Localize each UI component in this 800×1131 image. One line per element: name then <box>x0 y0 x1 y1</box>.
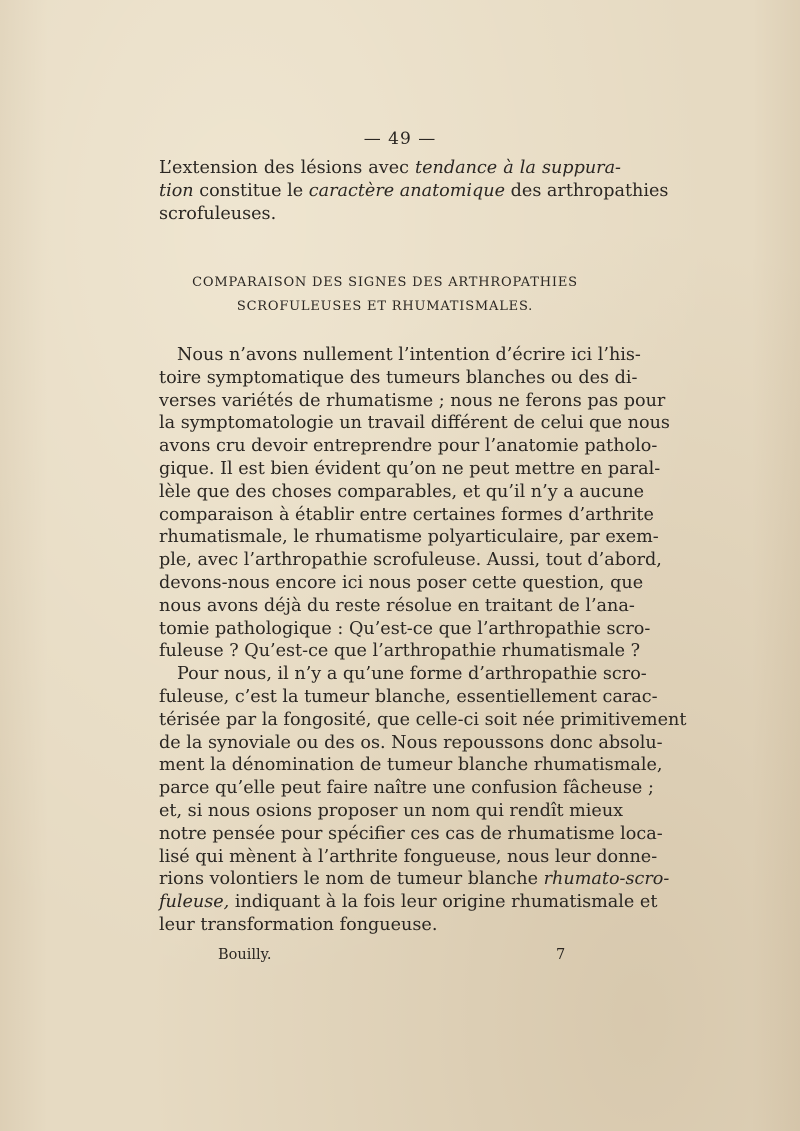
text-run: devons-nous encore ici nous poser cette question, que <box>159 572 644 593</box>
text-run: de la synoviale ou des os. Nous repoussons donc absolu- <box>159 732 663 753</box>
text-run: scrofuleuses. <box>159 203 277 224</box>
text-line <box>159 435 658 458</box>
text-run: tomie pathologique : Qu’est-ce que l’arthropathie scro- <box>159 618 651 639</box>
text-line <box>159 367 638 390</box>
sheet-number: 7 <box>556 947 566 963</box>
intro-paragraph <box>159 157 669 225</box>
text-line <box>159 526 659 549</box>
text-line <box>159 663 647 686</box>
italic-text: rhumato-scro- <box>543 869 670 890</box>
text-line <box>159 595 635 618</box>
text-run: comparaison à établir entre certaines formes d’arthrite <box>159 504 654 525</box>
text-line <box>159 572 644 595</box>
text-line <box>159 754 663 777</box>
text-run: ple, avec l’arthropathie scrofuleuse. Aussi, tout d’abord, <box>159 550 662 571</box>
text-line <box>159 458 661 481</box>
text-run: Pour nous, il n’y a qu’une forme d’arthropathie scro- <box>177 664 647 685</box>
text-run: rhumatismale, le rhumatisme polyarticulaire, par exem- <box>159 527 659 548</box>
page-footer <box>0 947 800 971</box>
text-line <box>159 709 687 732</box>
text-run: des arthropathies <box>505 180 669 201</box>
text-run: constitue le <box>193 180 309 201</box>
section-heading <box>0 271 770 319</box>
text-run: notre pensée pour spécifier ces cas de rhumatisme loca- <box>159 823 663 844</box>
text-run: la symptomatologie un travail différent de celui que nous <box>159 413 670 434</box>
italic-text: tendance à la suppura- <box>415 158 622 178</box>
text-line <box>159 846 658 869</box>
text-line <box>159 732 663 755</box>
text-line <box>159 777 654 800</box>
text-line <box>159 412 670 435</box>
italic-text: fuleuse, <box>159 892 230 913</box>
text-run: térisée par la fongosité, que celle-ci soit née primitivement <box>159 709 687 730</box>
text-line <box>159 549 662 572</box>
text-run: L’extension des lésions avec <box>159 158 416 178</box>
text-line <box>159 823 663 846</box>
text-run: parce qu’elle peut faire naître une confusion fâcheuse ; <box>159 778 654 799</box>
text-line <box>159 157 621 180</box>
text-run: nous avons déjà du reste résolue en traitant de l’ana- <box>159 595 635 616</box>
text-line <box>159 481 645 504</box>
text-line <box>159 640 641 663</box>
text-line <box>159 618 651 641</box>
text-line <box>159 180 669 203</box>
text-run: leur transformation fongueuse. <box>159 914 438 935</box>
main-body-text <box>159 344 687 937</box>
text-run: ment la dénomination de tumeur blanche rhumatismale, <box>159 755 663 776</box>
text-run: fuleuse, c’est la tumeur blanche, essentiellement carac- <box>159 686 658 707</box>
text-run: Nous n’avons nullement l’intention d’écrire ici l’his- <box>177 345 641 365</box>
text-line <box>159 686 658 709</box>
text-line <box>159 390 666 413</box>
section-heading-line-1: COMPARAISON DES SIGNES DES ARTHROPATHIES <box>192 275 578 290</box>
text-run: lèle que des choses comparables, et qu’il n’y a aucune <box>159 481 645 502</box>
page-number: — 49 — <box>363 129 437 149</box>
author-signature: Bouilly. <box>218 947 272 963</box>
text-run: avons cru devoir entreprendre pour l’anatomie patholo- <box>159 436 658 457</box>
text-line <box>159 203 621 226</box>
text-run: verses variétés de rhumatisme ; nous ne ferons pas pour <box>159 390 666 411</box>
italic-text: caractère anatomique <box>308 180 506 201</box>
text-run: gique. Il est bien évident qu’on ne peut mettre en paral- <box>159 458 661 479</box>
text-run: fuleuse ? Qu’est-ce que l’arthropathie rhumatismale ? <box>159 641 641 662</box>
text-run: toire symptomatique des tumeurs blanches ou des di- <box>159 367 638 388</box>
text-run: et, si nous osions proposer un nom qui rendît mieux <box>159 800 624 821</box>
text-line <box>159 800 624 823</box>
text-line <box>159 914 621 937</box>
text-run: rions volontiers le nom de tumeur blanche <box>159 869 544 890</box>
text-run: indiquant à la fois leur origine rhumatismale et <box>229 892 658 913</box>
text-line <box>159 891 658 914</box>
italic-text: tion <box>159 180 194 201</box>
text-line <box>159 344 641 367</box>
section-heading-line-2: SCROFULEUSES ET RHUMATISMALES. <box>236 299 534 314</box>
text-line <box>159 868 670 891</box>
text-line <box>159 504 654 527</box>
text-run: lisé qui mènent à l’arthrite fongueuse, nous leur donne- <box>159 846 658 867</box>
